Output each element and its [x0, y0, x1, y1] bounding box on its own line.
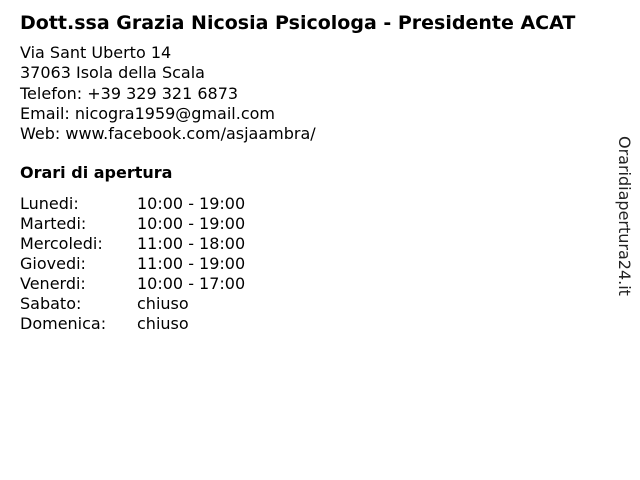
day-label: Venerdi: — [20, 274, 86, 293]
day-label: Lunedi: — [20, 194, 79, 213]
day-label: Sabato: — [20, 294, 82, 313]
site-watermark: Oraridiapertura24.it — [615, 136, 634, 296]
day-label: Martedi: — [20, 214, 87, 233]
time-value: 10:00 - 17:00 — [137, 274, 246, 293]
time-value: 10:00 - 19:00 — [137, 214, 246, 233]
city-address: 37063 Isola della Scala — [20, 63, 205, 83]
day-label: Giovedi: — [20, 254, 86, 273]
business-title: Dott.ssa Grazia Nicosia Psicologa - Presidente ACAT — [20, 12, 576, 34]
contact-block — [20, 43, 316, 144]
day-label: Mercoledi: — [20, 234, 103, 253]
time-value: chiuso — [137, 314, 189, 333]
time-value: 11:00 - 18:00 — [137, 234, 246, 253]
email-address: Email: nicogra1959@gmail.com — [20, 103, 275, 123]
street-address: Via Sant Uberto 14 — [20, 43, 172, 62]
time-value: 10:00 - 19:00 — [137, 194, 246, 213]
day-label: Domenica: — [20, 314, 107, 333]
opening-hours-heading: Orari di apertura — [20, 163, 173, 182]
phone-number: Telefon: +39 329 321 6873 — [20, 83, 239, 103]
time-value: 11:00 - 19:00 — [137, 254, 246, 273]
time-value: chiuso — [137, 294, 189, 313]
website-url: Web: www.facebook.com/asjaambra/ — [20, 124, 316, 144]
